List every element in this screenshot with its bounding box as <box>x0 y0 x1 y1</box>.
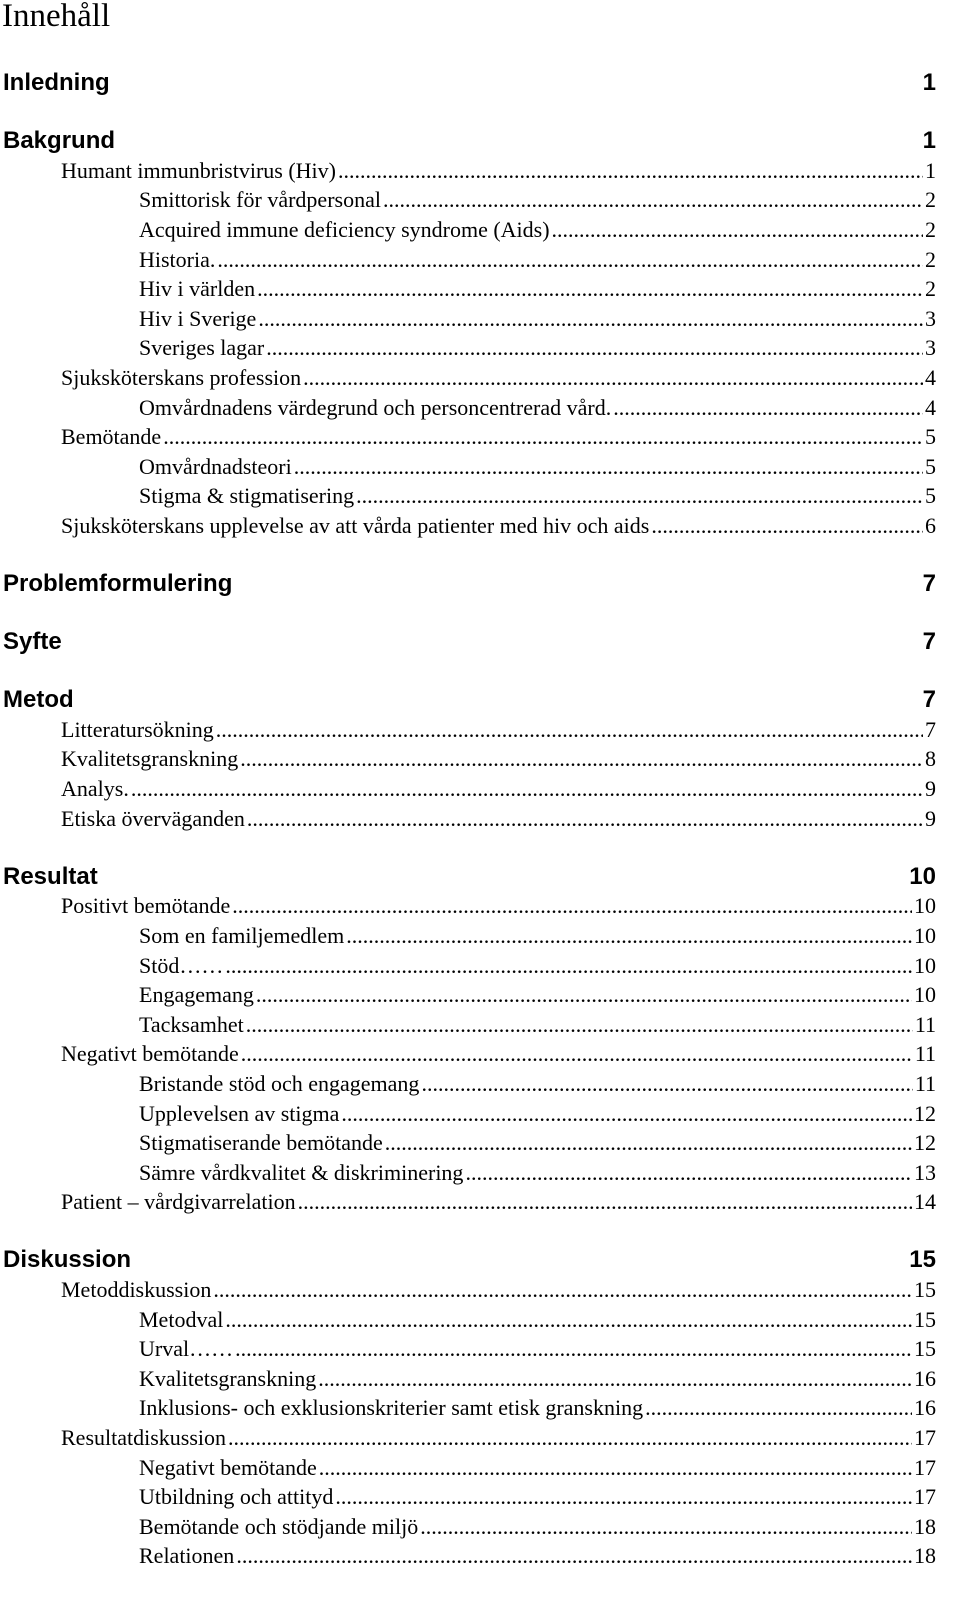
toc-entry[interactable] <box>0 891 960 921</box>
toc-entry-title: Negativt bemötande <box>139 1454 317 1480</box>
dot-leader <box>246 1010 913 1040</box>
toc-entry-title: Sämre vårdkvalitet & diskriminering <box>139 1159 464 1185</box>
toc-heading-row <box>3 685 936 715</box>
toc-entry[interactable] <box>0 1512 960 1542</box>
dot-leader <box>213 1275 912 1305</box>
toc-entry-title: Upplevelsen av stigma <box>139 1100 340 1126</box>
toc-entry-row <box>139 921 936 951</box>
toc-entry[interactable] <box>0 1541 960 1571</box>
toc-page-number: 13 <box>914 1159 936 1185</box>
toc-entry[interactable] <box>0 304 960 334</box>
toc-entry-row <box>139 1512 936 1542</box>
toc-entry[interactable] <box>0 1158 960 1188</box>
toc-entry-row <box>139 980 936 1010</box>
dot-leader <box>385 1128 912 1158</box>
dot-leader <box>225 951 912 981</box>
dot-leader <box>319 1453 912 1483</box>
toc-entry-row <box>61 1423 936 1453</box>
toc-entry[interactable] <box>0 1364 960 1394</box>
toc-entry-title: Positivt bemötande <box>61 893 231 919</box>
toc-page-number: 1 <box>922 69 936 96</box>
toc-entry[interactable] <box>0 363 960 393</box>
toc-page-number: 10 <box>914 893 936 919</box>
toc-entry-title: Metod <box>3 686 74 714</box>
toc-entry-title: Historia. <box>139 246 216 272</box>
dot-leader <box>552 215 923 245</box>
dot-leader <box>294 452 923 482</box>
toc-heading-row <box>3 569 936 599</box>
dot-leader <box>163 422 923 452</box>
toc-page-number: 9 <box>925 776 936 801</box>
toc-entry[interactable] <box>0 1453 960 1483</box>
toc-entry-row <box>61 363 936 393</box>
dot-leader <box>257 274 923 304</box>
toc-entry-title: Inklusions- och exklusionskriterier samt etisk granskning <box>139 1395 644 1421</box>
toc-entry-title: Stigma & stigmatisering <box>139 483 355 509</box>
toc-page-number: 8 <box>925 746 936 772</box>
toc-entry[interactable] <box>0 1010 960 1040</box>
toc-entry-row <box>139 1393 936 1423</box>
dot-leader <box>383 185 923 215</box>
toc-entry-row <box>139 481 936 511</box>
dot-leader <box>256 980 912 1010</box>
toc-entry-row <box>139 1069 936 1099</box>
toc-entry-title: Diskussion <box>3 1246 132 1274</box>
toc-entry[interactable] <box>0 511 960 541</box>
toc-entry-title: Resultatdiskussion <box>61 1425 227 1450</box>
toc-page-number: 12 <box>914 1100 936 1126</box>
toc-entry-title: Bemötande <box>61 424 162 450</box>
toc-entry-row <box>139 1364 936 1394</box>
toc-page-number: 7 <box>922 686 936 714</box>
toc-entry-title: Bakgrund <box>3 127 116 155</box>
toc-entry-row <box>61 891 936 921</box>
toc-page-number: 11 <box>914 1041 936 1067</box>
toc-entry-row <box>139 304 936 334</box>
toc-entry-row <box>139 333 936 363</box>
toc-page-number: 17 <box>914 1425 936 1450</box>
toc-heading-row <box>3 1245 936 1275</box>
toc-entry-title: Litteratursökning <box>61 716 214 742</box>
dot-leader <box>420 1512 912 1542</box>
dot-leader <box>241 1039 913 1069</box>
toc-entry[interactable] <box>0 980 960 1010</box>
toc-entry-row <box>61 1039 936 1069</box>
toc-entry-title: Syfte <box>3 628 62 656</box>
toc-page-number: 5 <box>925 424 936 450</box>
toc-entry[interactable] <box>0 1334 960 1364</box>
toc-entry[interactable] <box>0 1128 960 1158</box>
toc-entry-row <box>139 1158 936 1188</box>
toc-entry-title: Resultat <box>3 862 98 890</box>
toc-page-number: 14 <box>914 1189 936 1215</box>
toc-entry-row <box>139 274 936 304</box>
toc-page-number: 9 <box>925 805 936 831</box>
toc-page-number: 17 <box>914 1454 936 1480</box>
dot-leader <box>346 921 912 951</box>
toc-page-number: 10 <box>909 862 936 890</box>
toc-entry-row <box>139 1482 936 1512</box>
toc-entry[interactable] <box>0 245 960 275</box>
toc-entry[interactable] <box>0 452 960 482</box>
dot-leader <box>338 156 923 186</box>
dot-leader <box>335 1482 912 1512</box>
toc-entry-title: Bristande stöd och engagemang <box>139 1070 420 1096</box>
toc-entry[interactable] <box>0 1393 960 1423</box>
toc-entry-title: Sjuksköterskans upplevelse av att vårda patienter med hiv och aids <box>61 512 650 538</box>
toc-page-number: 11 <box>914 1070 936 1096</box>
toc-page-number: 10 <box>914 922 936 948</box>
toc-heading-row <box>3 126 936 156</box>
toc-page-number: 10 <box>914 952 936 978</box>
dot-leader <box>247 804 923 834</box>
toc-entry-title: Smittorisk för vårdpersonal <box>139 187 381 213</box>
toc-entry-title: Sveriges lagar <box>139 335 265 361</box>
toc-entry-title: Analys. <box>61 776 129 801</box>
toc-entry-title: Acquired immune deficiency syndrome (Aids) <box>139 216 550 242</box>
toc-page-number: 12 <box>914 1130 936 1156</box>
toc-heading[interactable] <box>0 685 960 715</box>
toc-page-number: 3 <box>925 335 936 361</box>
dot-leader <box>228 1423 912 1453</box>
dot-leader <box>341 1099 912 1129</box>
toc-heading[interactable] <box>0 1245 960 1275</box>
toc-entry[interactable] <box>0 156 960 186</box>
toc-entry-row <box>61 804 936 834</box>
toc-entry[interactable] <box>0 215 960 245</box>
toc-entry[interactable] <box>0 1099 960 1129</box>
toc-page-number: 1 <box>922 127 936 155</box>
toc-entry-row <box>61 1275 936 1305</box>
dot-leader <box>258 304 923 334</box>
toc-page-number: 16 <box>914 1365 936 1391</box>
toc-entry-row <box>139 1305 936 1335</box>
toc-entry-row <box>61 156 936 186</box>
dot-leader <box>266 333 923 363</box>
toc-entry[interactable] <box>0 422 960 452</box>
toc-page-number: 2 <box>925 276 936 302</box>
toc-heading[interactable] <box>0 569 960 599</box>
toc-page-number: 15 <box>909 1246 936 1274</box>
toc-entry[interactable] <box>0 1069 960 1099</box>
toc-entry-title: Stigmatiserande bemötande <box>139 1130 383 1156</box>
toc-entry-title: Stöd…… <box>139 952 224 978</box>
toc-page-number: 5 <box>925 483 936 509</box>
toc-entry-title: Metodval <box>139 1306 224 1332</box>
toc-heading-row <box>3 627 936 657</box>
toc-heading[interactable] <box>0 627 960 657</box>
toc-entry-title: Bemötande och stödjande miljö <box>139 1513 419 1539</box>
toc-entry-title: Inledning <box>3 69 110 96</box>
toc-entry[interactable] <box>0 1039 960 1069</box>
toc-entry-row <box>139 215 936 245</box>
toc-entry-row <box>61 774 936 804</box>
toc-entry-row <box>139 1334 936 1364</box>
toc-entry-title: Som en familjemedlem <box>139 922 345 948</box>
dot-leader <box>303 363 923 393</box>
page-title: Innehåll <box>2 0 111 34</box>
toc-entry-row <box>139 452 936 482</box>
toc-entry[interactable] <box>0 744 960 774</box>
toc-page-number: 15 <box>914 1277 936 1302</box>
toc-entry-row <box>61 511 936 541</box>
toc-entry-row <box>139 1128 936 1158</box>
toc-page-number: 4 <box>925 364 936 390</box>
toc-entry-title: Kvalitetsgranskning <box>139 1365 317 1391</box>
toc-entry-title: Patient – vårdgivarrelation <box>61 1189 296 1215</box>
toc-entry-title: Humant immunbristvirus (Hiv) <box>61 157 336 183</box>
toc-page-number: 16 <box>914 1395 936 1421</box>
toc-entry[interactable] <box>0 185 960 215</box>
toc-page-number: 7 <box>925 716 936 742</box>
toc-page-number: 1 <box>925 157 936 183</box>
dot-leader <box>131 774 923 804</box>
toc-page-number: 7 <box>922 570 936 597</box>
toc-entry-title: Etiska överväganden <box>61 805 245 831</box>
dot-leader <box>421 1069 912 1099</box>
toc-entry[interactable] <box>0 1423 960 1453</box>
toc-entry-row <box>139 951 936 981</box>
toc-page-number: 10 <box>914 982 936 1008</box>
toc-entry-row <box>61 715 936 745</box>
toc-entry[interactable] <box>0 333 960 363</box>
toc-entry-title: Utbildning och attityd <box>139 1484 334 1510</box>
toc-entry[interactable] <box>0 715 960 745</box>
toc-heading[interactable] <box>0 862 960 892</box>
toc-entry[interactable] <box>0 951 960 981</box>
toc-entry-row <box>61 744 936 774</box>
toc-page-number: 3 <box>925 305 936 331</box>
toc-entry[interactable] <box>0 481 960 511</box>
dot-leader <box>236 1541 912 1571</box>
dot-leader <box>465 1158 912 1188</box>
toc-page-number: 2 <box>925 216 936 242</box>
toc-page-number: 11 <box>914 1011 936 1037</box>
toc-entry-title: Relationen <box>139 1543 235 1569</box>
dot-leader <box>225 1305 912 1335</box>
toc-page-number: 17 <box>914 1484 936 1510</box>
toc-entry[interactable] <box>0 804 960 834</box>
toc-heading-row <box>3 862 936 892</box>
toc-entry-row <box>61 1187 936 1217</box>
toc-entry-title: Hiv i världen <box>139 276 256 302</box>
dot-leader <box>318 1364 912 1394</box>
dot-leader <box>217 245 923 275</box>
toc-entry-row <box>139 185 936 215</box>
toc-entry-row <box>139 245 936 275</box>
toc-entry[interactable] <box>0 1275 960 1305</box>
toc-page-number: 7 <box>922 628 936 656</box>
dot-leader <box>216 715 923 745</box>
toc-page-number: 4 <box>925 394 936 420</box>
toc-entry-row <box>139 1541 936 1571</box>
toc-page-number: 15 <box>914 1336 936 1362</box>
toc-entry[interactable] <box>0 1305 960 1335</box>
toc-entry-title: Hiv i Sverige <box>139 305 257 331</box>
toc-page-number: 2 <box>925 246 936 272</box>
toc-page-number: 18 <box>914 1543 936 1569</box>
toc-entry-title: Sjuksköterskans profession <box>61 364 302 390</box>
toc-page-number: 2 <box>925 187 936 213</box>
toc-entry-title: Kvalitetsgranskning <box>61 746 239 772</box>
toc-page-number: 18 <box>914 1513 936 1539</box>
toc-entry[interactable] <box>0 274 960 304</box>
toc-entry[interactable] <box>0 1187 960 1217</box>
toc-entry[interactable] <box>0 774 960 804</box>
toc-entry[interactable] <box>0 1482 960 1512</box>
toc-page-number: 5 <box>925 453 936 479</box>
toc-heading-row <box>3 68 936 98</box>
dot-leader <box>298 1187 912 1217</box>
toc-heading[interactable] <box>0 126 960 156</box>
toc-entry-title: Omvårdnadsteori <box>139 453 292 479</box>
toc-entry-title: Tacksamhet <box>139 1011 244 1037</box>
dot-leader <box>356 481 923 511</box>
toc-entry[interactable] <box>0 921 960 951</box>
toc-entry-row <box>139 393 936 423</box>
dot-leader <box>240 744 923 774</box>
toc-entry-title: Metoddiskussion <box>61 1277 212 1302</box>
toc-entry-title: Omvårdnadens värdegrund och personcentrerad vård. <box>139 394 612 420</box>
toc-page-number: 6 <box>925 512 936 538</box>
toc-entry-title: Negativt bemötande <box>61 1041 239 1067</box>
toc-entry-row <box>139 1010 936 1040</box>
toc-page-number: 15 <box>914 1306 936 1332</box>
toc-entry-row <box>139 1453 936 1483</box>
dot-leader <box>232 891 912 921</box>
dot-leader <box>651 511 923 541</box>
toc-entry[interactable] <box>0 393 960 423</box>
toc-entry-row <box>61 422 936 452</box>
toc-entry-row <box>139 1099 936 1129</box>
dot-leader <box>235 1334 912 1364</box>
toc-entry-title: Problemformulering <box>3 570 233 597</box>
toc-entry-title: Urval…… <box>139 1336 234 1362</box>
toc-entry-title: Engagemang <box>139 982 254 1008</box>
dot-leader <box>613 393 923 423</box>
toc-heading[interactable] <box>0 68 960 98</box>
dot-leader <box>645 1393 912 1423</box>
